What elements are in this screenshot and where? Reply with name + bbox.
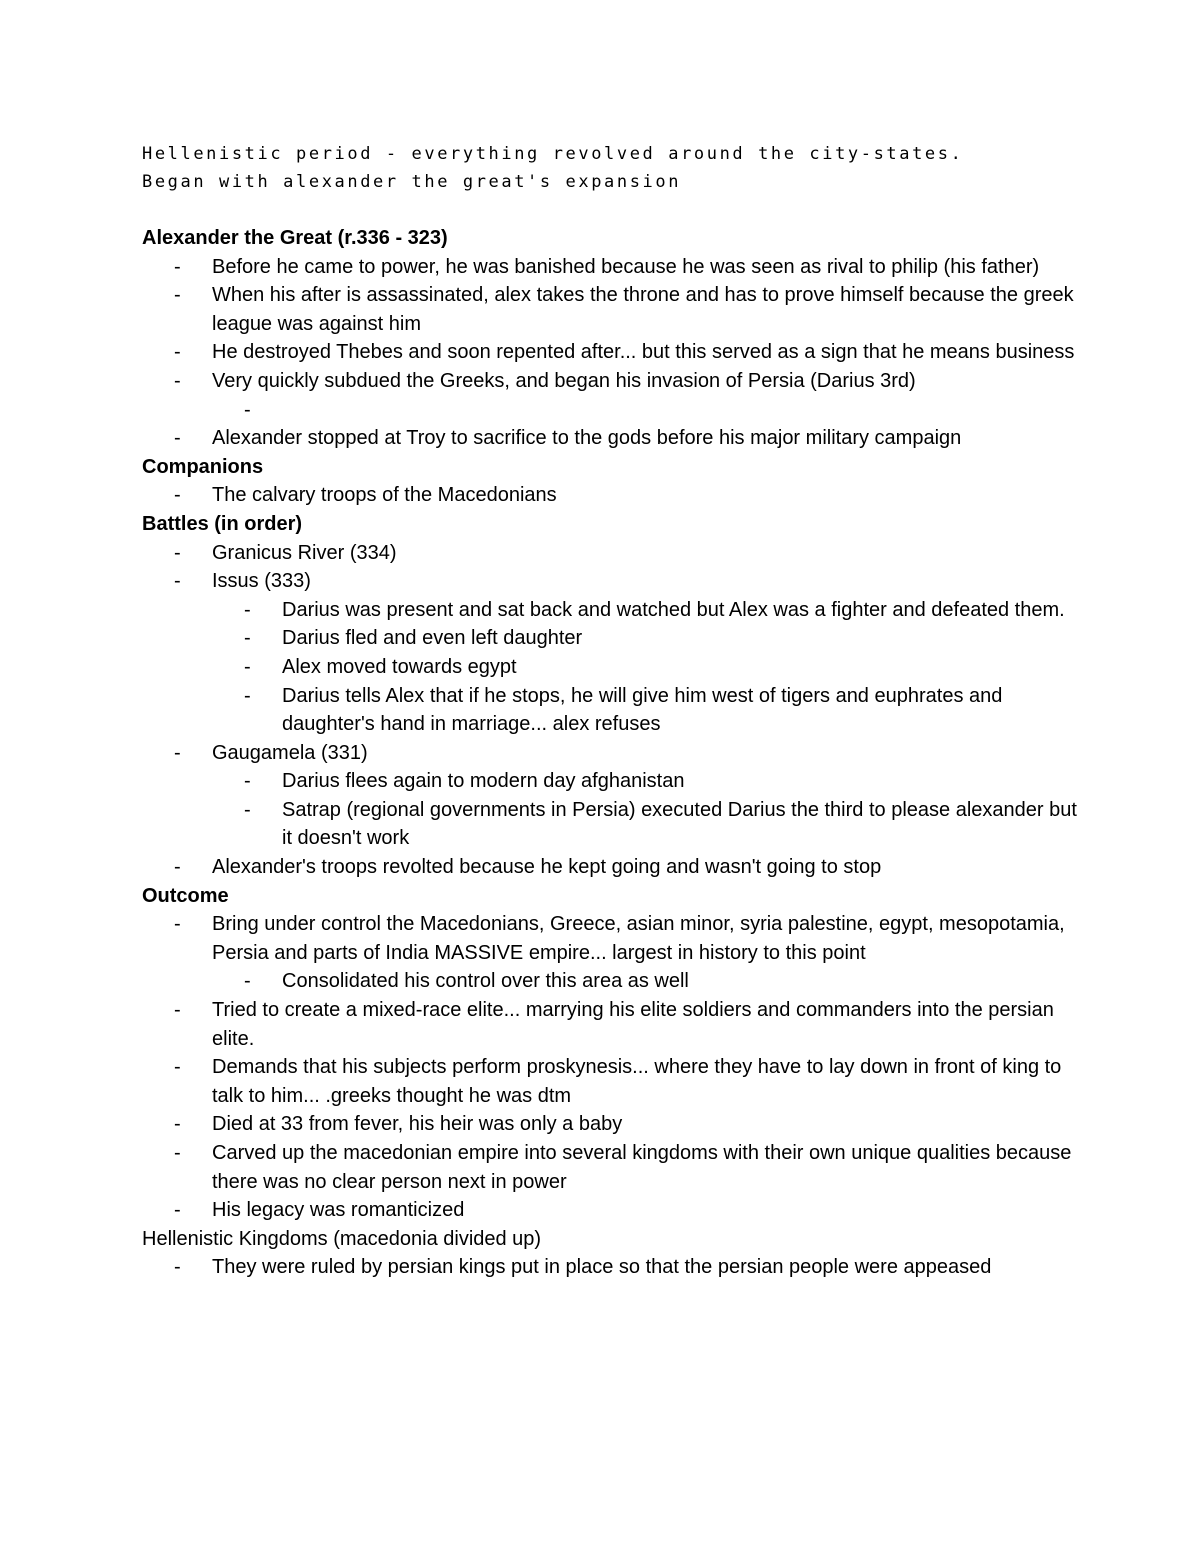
list-item-text: Satrap (regional governments in Persia) executed Darius the third to please alexander but it doesn't work xyxy=(282,798,1077,850)
list-item xyxy=(142,739,1082,853)
intro-line-2: Began with alexander the great's expansion xyxy=(142,172,682,192)
bullet-dash: - xyxy=(174,999,181,1022)
list-item xyxy=(142,682,1082,739)
list-item-text: Carved up the macedonian empire into several kingdoms with their own unique qualities because there was no clear person next in power xyxy=(212,1142,1072,1193)
heading-companions: Companions xyxy=(142,455,264,478)
list-item-text: His legacy was romanticized xyxy=(212,1199,465,1222)
bullet-dash: - xyxy=(174,1113,181,1136)
list-item xyxy=(142,910,1082,996)
list-item-text: Tried to create a mixed-race elite... marrying his elite soldiers and commanders into the persian elite. xyxy=(212,999,1054,1050)
outcome-sub-list xyxy=(142,967,1082,996)
list-item xyxy=(142,624,1082,653)
list-item-text: They were ruled by persian kings put in place so that the persian people were appeased xyxy=(212,1256,992,1279)
bullet-dash: - xyxy=(174,427,181,450)
list-item-text: Darius was present and sat back and watched but Alex was a fighter and defeated them. xyxy=(282,598,1065,621)
bullet-dash: - xyxy=(174,1199,181,1222)
alexander-sub-list xyxy=(142,396,1082,425)
bullet-dash: - xyxy=(174,1142,181,1164)
intro-line-1: Hellenistic period - everything revolved around the city-states. xyxy=(142,144,964,164)
list-item xyxy=(142,653,1082,682)
list-item-text: Darius fled and even left daughter xyxy=(282,627,583,650)
list-item-text: Issus (333) xyxy=(212,570,311,593)
list-item xyxy=(142,424,1082,453)
bullet-dash: - xyxy=(174,741,181,764)
list-item xyxy=(142,367,1082,424)
list-item xyxy=(142,481,1082,510)
list-item xyxy=(142,796,1082,853)
list-item-text: Gaugamela (331) xyxy=(212,741,368,764)
bullet-dash: - xyxy=(174,856,181,879)
bullet-dash: - xyxy=(174,369,181,392)
bullet-dash: - xyxy=(174,484,181,507)
list-item-text: Bring under control the Macedonians, Greece, asian minor, syria palestine, egypt, mesopotamia, Persia and parts of India MASSIVE empire... largest in history to this point xyxy=(212,913,1065,964)
heading-alexander: Alexander the Great (r.336 - 323) xyxy=(142,227,448,249)
list-item-text: Consolidated his control over this area as well xyxy=(282,970,689,993)
bullet-dash: - xyxy=(174,284,181,307)
bullet-dash: - xyxy=(244,798,251,821)
bullet-dash: - xyxy=(174,255,181,278)
bullet-dash: - xyxy=(174,1056,181,1079)
list-item-text: The calvary troops of the Macedonians xyxy=(212,484,557,507)
list-item-empty xyxy=(142,396,1082,425)
heading-outcome: Outcome xyxy=(142,884,229,907)
list-item xyxy=(142,767,1082,796)
bullet-dash: - xyxy=(244,655,251,678)
heading-battles: Battles (in order) xyxy=(142,512,303,535)
gaugamela-sub-list xyxy=(142,767,1082,853)
battles-list xyxy=(142,539,1082,882)
list-item xyxy=(142,281,1082,338)
list-item-text: Granicus River (334) xyxy=(212,541,397,564)
list-item-text: Darius flees again to modern day afghanistan xyxy=(282,770,685,793)
list-item-text: Very quickly subdued the Greeks, and began his invasion of Persia (Darius 3rd) xyxy=(212,369,916,392)
bullet-dash: - xyxy=(244,627,251,650)
bullet-dash: - xyxy=(174,570,181,593)
list-item xyxy=(142,338,1082,367)
companions-list xyxy=(142,481,1082,510)
list-item-text: Demands that his subjects perform proskynesis... where they have to lay down in front of king to talk to him... .greeks thought he was dtm xyxy=(212,1056,1062,1107)
alexander-list xyxy=(142,253,1082,453)
list-item xyxy=(142,967,1082,996)
document-content xyxy=(142,140,1082,1282)
list-item-text: Alexander's troops revolted because he kept going and wasn't going to stop xyxy=(212,856,882,879)
kingdoms-list xyxy=(142,1253,1082,1282)
list-item-text: Alex moved towards egypt xyxy=(282,655,517,678)
bullet-dash: - xyxy=(174,341,181,364)
bullet-dash: - xyxy=(244,970,251,993)
bullet-dash: - xyxy=(244,398,251,421)
list-item xyxy=(142,539,1082,568)
list-item xyxy=(142,567,1082,739)
list-item xyxy=(142,253,1082,282)
list-item xyxy=(142,1053,1082,1110)
blank-line xyxy=(142,196,1082,224)
outcome-list xyxy=(142,910,1082,1225)
list-item xyxy=(142,853,1082,882)
list-item-text: Darius tells Alex that if he stops, he will give him west of tigers and euphrates and daughter's hand in marriage... alex refuses xyxy=(282,684,1003,736)
list-item xyxy=(142,596,1082,625)
list-item xyxy=(142,996,1082,1053)
list-item xyxy=(142,1253,1082,1282)
bullet-dash: - xyxy=(174,541,181,564)
list-item xyxy=(142,1196,1082,1225)
issus-sub-list xyxy=(142,596,1082,739)
list-item-text: When his after is assassinated, alex takes the throne and has to prove himself because the greek league was against him xyxy=(212,284,1074,335)
bullet-dash: - xyxy=(174,913,181,936)
list-item-text: He destroyed Thebes and soon repented after... but this served as a sign that he means business xyxy=(212,341,1075,364)
bullet-dash: - xyxy=(244,598,251,621)
list-item-text: Died at 33 from fever, his heir was only a baby xyxy=(212,1113,623,1136)
list-item-text: Alexander stopped at Troy to sacrifice to the gods before his major military campaign xyxy=(212,427,962,450)
heading-kingdoms: Hellenistic Kingdoms (macedonia divided up) xyxy=(142,1227,542,1250)
list-item xyxy=(142,1110,1082,1139)
bullet-dash: - xyxy=(244,770,251,793)
list-item-text: Before he came to power, he was banished because he was seen as rival to philip (his father) xyxy=(212,255,1040,278)
bullet-dash: - xyxy=(244,684,251,707)
bullet-dash: - xyxy=(174,1256,181,1279)
list-item xyxy=(142,1139,1082,1196)
